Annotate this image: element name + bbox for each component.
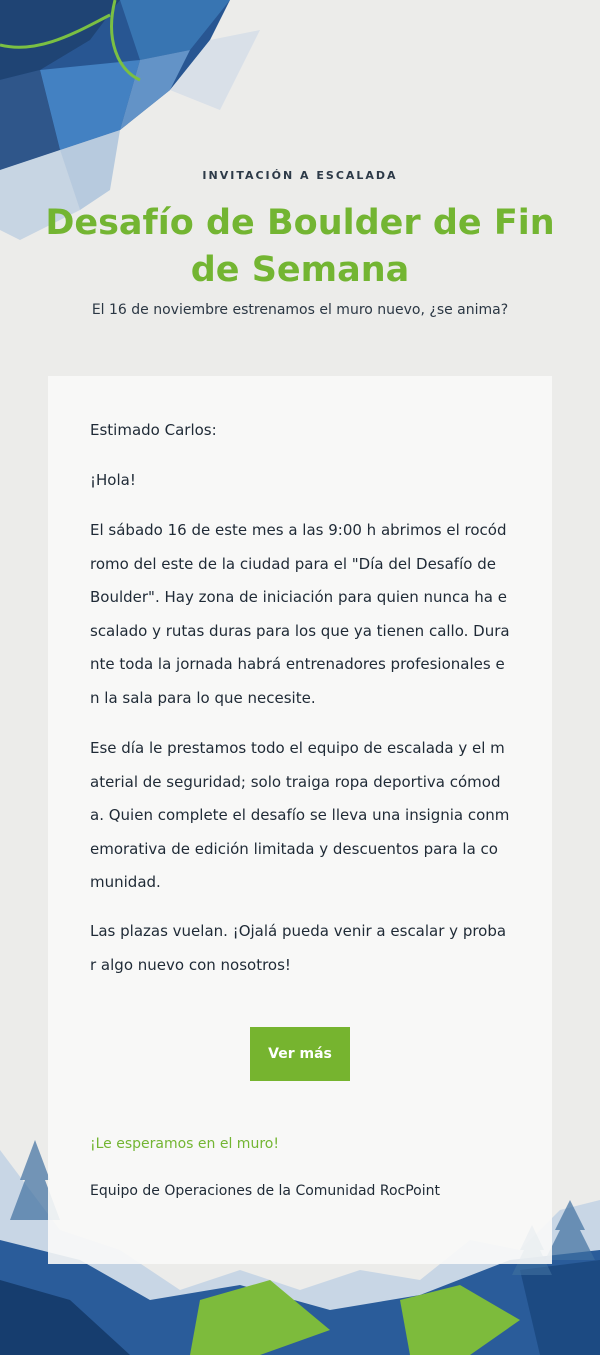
paragraph-call-to-action: Las plazas vuelan. ¡Ojalá pueda venir a escalar y probar algo nuevo con nosotros! <box>90 922 507 974</box>
paragraph-event-details: El sábado 16 de este mes a las 9:00 h abrimos el rocódromo del este de la ciudad para el "Día del Desafío de Boulder". Hay zona de iniciación para quien nunca ha escalado y rutas duras para los que ya tienen callo. Durante toda la jornada habrá entrenadores profesionales en la sala para lo que necesite. <box>90 521 510 707</box>
greeting: Estimado Carlos: <box>90 421 217 439</box>
email-body-card <box>48 376 552 1264</box>
see-more-button[interactable]: Ver más <box>250 1027 350 1081</box>
subtitle: El 16 de noviembre estrenamos el muro nuevo, ¿se anima? <box>91 302 509 318</box>
hello-line: ¡Hola! <box>90 471 136 489</box>
paragraph-equipment: Ese día le prestamos todo el equipo de escalada y el material de seguridad; solo traiga ropa deportiva cómoda. Quien complete el desafío se lleva una insignia conmemorativa de edición limitada y descuentos para la comunidad. <box>90 739 510 891</box>
signature: Equipo de Operaciones de la Comunidad RocPoint <box>90 1183 440 1199</box>
eyebrow-label: INVITACIÓN A ESCALADA <box>202 169 398 182</box>
closing-line: ¡Le esperamos en el muro! <box>90 1136 279 1152</box>
page-title: Desafío de Boulder de Fin de Semana <box>45 203 555 290</box>
